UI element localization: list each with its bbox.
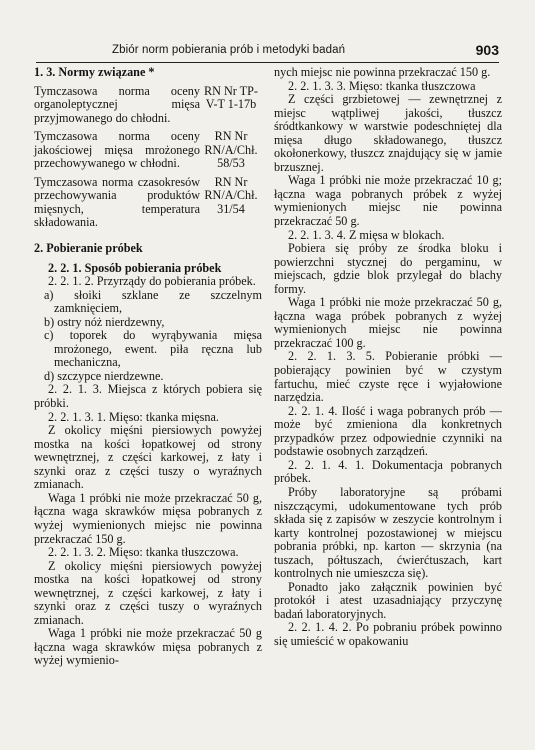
paragraph-2-2-1-4-1-annex: Ponadto jako załącznik powinien być protokół i atest uzasadniający przyczynę badań laboratoryjnych. <box>274 579 502 621</box>
list-item-a: a) słoiki szklane ze szczelnym zamknięciem, <box>44 287 262 316</box>
section-1-3-heading: 1. 3. Normy związane * <box>34 65 155 79</box>
paragraph-2-2-1-3: 2. 2. 1. 3. Miejsca z których pobiera się próbki. <box>34 382 262 411</box>
page-number: 903 <box>475 42 499 58</box>
section-2-heading: 2. Pobieranie próbek <box>34 241 143 256</box>
paragraph-2-2-1-3-4-text: Pobiera się próby ze środka bloku i powierzchni stycznej do pergaminu, w miejscach, gdzie blok przylegał do blachy formy. <box>274 241 502 296</box>
norm-code: RN Nr TP-V-T 1-17b <box>204 83 258 112</box>
norm-code: RN Nr RN/A/Chł. 31/54 <box>204 174 258 216</box>
left-column <box>34 66 262 668</box>
right-column <box>274 66 502 649</box>
paragraph-2-2-1-4-1: 2. 2. 1. 4. 1. Dokumentacja pobranych próbek. <box>274 457 502 486</box>
norm-name: Tymczasowa norma czasokresów przechowywania produktów mięsnych, temperatura składowania. <box>34 174 200 230</box>
norm-name: Tymczasowa norma oceny organoleptycznej mięsa przyjmowanego do chłodni. <box>34 83 200 125</box>
paragraph-2-2-1-4-1-text: Próby laboratoryjne są próbami niszczącymi, udokumentowane tych prób składa się z zapisów w zeszycie kontrolnym i karty kontrolnej pozostawionej w miejscu pobrania próbki, np. karton — skrzynia (na tuszach, półtuszach, ćwierćtuszach, kart kontrolnych nie umieszcza się). <box>274 484 502 581</box>
list-item-d: d) szczypce nierdzewne. <box>44 368 164 383</box>
running-header <box>36 42 499 63</box>
related-norm-3 <box>34 176 262 230</box>
paragraph-2-2-1-3-1: 2. 2. 1. 3. 1. Mięso: tkanka mięsna. <box>48 409 219 424</box>
header-title: Zbiór norm pobierania prób i metodyki badań <box>112 44 346 56</box>
paragraph-2-2-1-3-3: 2. 2. 1. 3. 3. Mięso: tkanka tłuszczowa <box>288 78 476 93</box>
paragraph-2-2-1-3-2-text: Z okolicy mięśni piersiowych powyżej mostka na kości łopatkowej od strony wewnętrznej, z części karkowej, z łaty i szynki oraz z części tuszy o wyraźnych zmianach. <box>34 558 262 627</box>
related-norm-1 <box>34 85 262 126</box>
norm-name: Tymczasowa norma oceny jakościowej mięsa mrożonego przechowywanego w chłodni. <box>34 129 200 171</box>
paragraph-2-2-1-3-3-weight: Waga 1 próbki nie może przekraczać 10 g; łączna waga pobranych próbek z wyżej wymienionych miejsc nie powinna przekraczać 50 g. <box>274 173 502 229</box>
paragraph-2-2-1-3-4-weight: Waga 1 próbki nie może przekraczać 50 g, łączna waga próbek pobranych z wyżej wymienionych miejsc nie powinna przekraczać 100 g. <box>274 295 502 350</box>
paragraph-2-2-1-3-1-text: Z okolicy mięśni piersiowych powyżej mostka na kości łopatkowej od strony wewnętrznej, z części karkowej, z łaty i szynki oraz z części tuszy o wyraźnych zmianach. <box>34 423 262 492</box>
paragraph-2-2-1-3-3-text: Z części grzbietowej — zewnętrznej z miejsc wątpliwej jakości, tłuszcz śródtkankowy w warstwie podeschniętej dla mięsa długo składowanego, tłuszcz okołonerkowy, tłuszcz znajdujący się w jamie brzusznej. <box>274 92 502 174</box>
paragraph-continuation: nych miejsc nie powinna przekraczać 150 g. <box>274 65 491 79</box>
list-item-b: b) ostry nóż nierdzewny, <box>44 314 165 329</box>
related-norm-2 <box>34 130 262 171</box>
paragraph-2-2-1-3-1-weight: Waga 1 próbki nie może przekraczać 50 g, łączna waga skrawków mięsa pobranych z wyżej wymienionych miejsc nie powinna przekraczać 150 g. <box>34 490 262 546</box>
section-2-2-1-heading: 2. 2. 1. Sposób pobierania próbek <box>48 260 222 275</box>
paragraph-2-2-1-3-2-weight: Waga 1 próbki nie może przekraczać 50 g łączna waga skrawków mięsa pobranych z wyżej wymienio- <box>34 626 262 668</box>
paragraph-2-2-1-3-4: 2. 2. 1. 3. 4. Z mięsa w blokach. <box>288 227 445 242</box>
paragraph-2-2-1-4-2: 2. 2. 1. 4. 2. Po pobraniu próbek powinno się umieścić w opakowaniu <box>274 620 502 648</box>
paragraph-2-2-1-3-5: 2. 2. 1. 3. 5. Pobieranie próbki — pobierający powinien być w czystym fartuchu, mieć czyste ręce i wyjałowione narzędzia. <box>274 349 502 405</box>
paragraph-2-2-1-2: 2. 2. 1. 2. Przyrządy do pobierania próbek. <box>48 274 256 289</box>
paragraph-2-2-1-3-2: 2. 2. 1. 3. 2. Mięso: tkanka tłuszczowa. <box>48 545 239 560</box>
list-item-c: c) toporek do wyrąbywania mięsa mrożonego, ewent. piła ręczna lub mechaniczna, <box>44 328 262 370</box>
norm-code: RN Nr RN/A/Chł. 58/53 <box>204 129 258 171</box>
paragraph-2-2-1-4: 2. 2. 1. 4. Ilość i waga pobranych prób — może być zmieniona dla konkretnych przypadków przez odpowiednie czynniki na podstawie osobnych zarządzeń. <box>274 403 502 459</box>
